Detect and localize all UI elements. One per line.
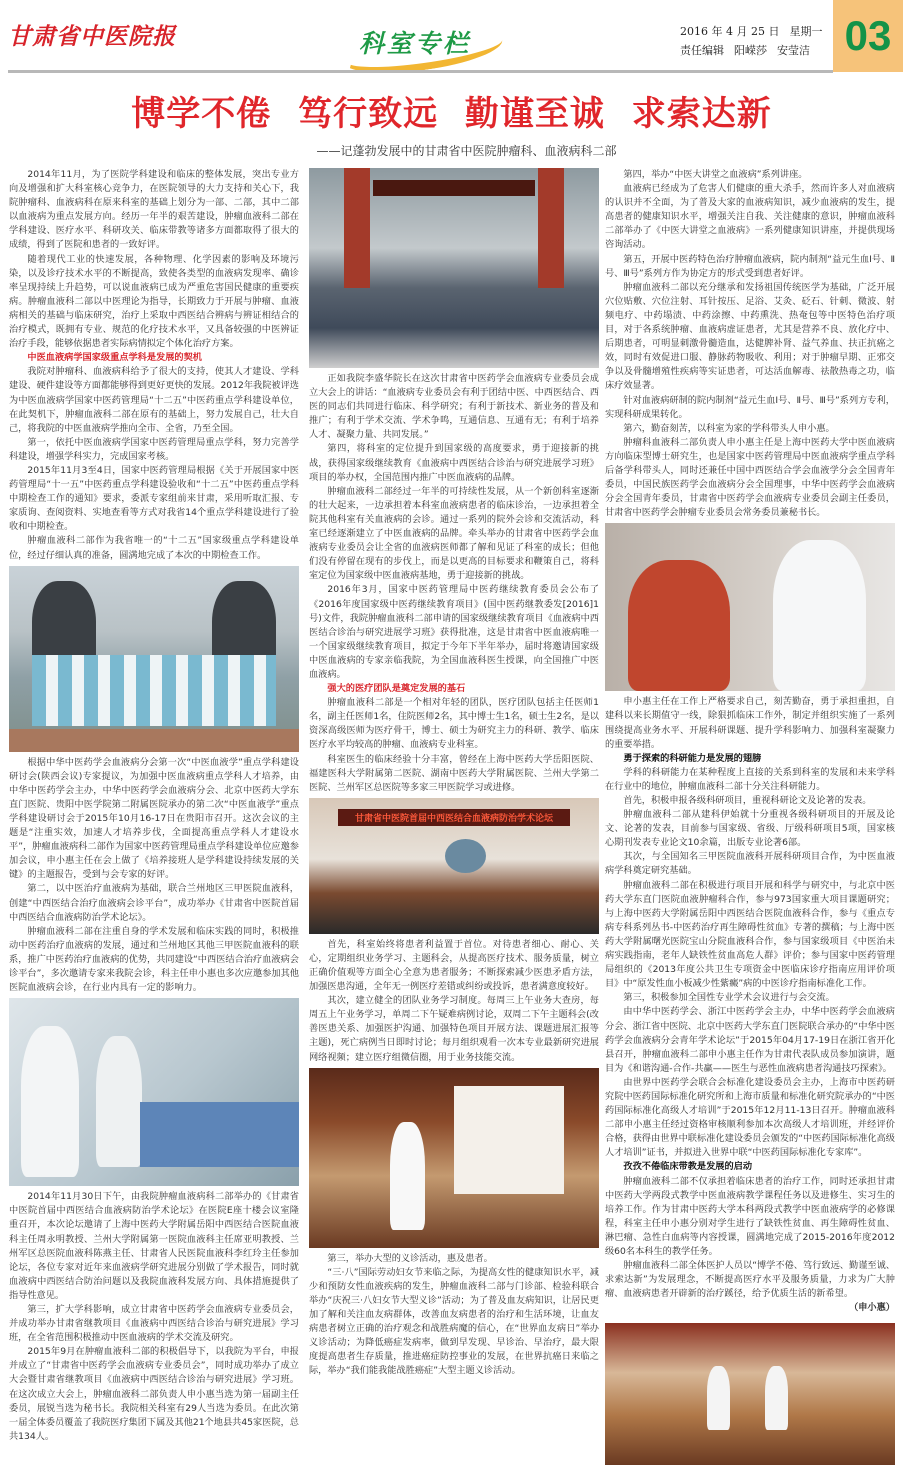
text-block [309, 372, 599, 795]
photo-meeting-room [605, 1323, 895, 1465]
paragraph: 肿瘤血液科二部在注重自身的学术发展和临床实践的同时，积极推动中医药治疗血液病的发展，通过和兰州地区其他三甲医院血液科的联系，推广中医药治疗血液病的优势，共同建设“中西医结合治疗血液病会诊平台”，多次邀请专家来我院会诊，科主任申小惠也多次应邀参加其他医院血液病会诊，在行业内具有一定的影响力。 [9, 925, 299, 994]
column-left [9, 168, 299, 1444]
paragraph: 由中华中医药学会、浙江中医药学会主办，中华中医药学会血液病分会、浙江省中医院、北京中医药大学东直门医院联合承办的“中华中医药学会血液病分会青年学术论坛”于2015年04月17-19日在浙江省开化县召开，肿瘤血液科二部申小惠主任作为甘肃代表队成员参加演讲，题目为《和谐沟通-合作-共赢——医生与恶性血液病患者沟通技巧探索》。 [605, 1006, 895, 1074]
paragraph: 第六，勤奋刻苦，以科室为家的学科带头人申小惠。 [623, 422, 835, 434]
photo-lecture [309, 1068, 599, 1248]
paragraph: 第一，依托中医血液病学国家中医药管理局重点学科，努力完善学科建设，增强学科实力，完成国家考核。 [9, 436, 299, 462]
text-block [9, 756, 299, 996]
dateline [680, 22, 832, 60]
forum-banner: 甘肃省中医院首届中西医结合血液病防治学术论坛 [338, 809, 570, 826]
paragraph: 肿瘤血液科二部在积极进行项目开展和科学与研究中，与北京中医药大学东直门医院血液肿瘤科合作，参与973国家重大项目课题研究；与上海中医药大学附属岳阳中西医结合医院血液科合作，参与《重点专病专科系列丛书-中医药治疗再生障碍性贫血》专著的撰稿；与上海中医药大学附属曙光医院宝山分院血液科合作，参与国家级项目《中医治未病实践指南，老年人缺铁性贫血高危人群》评价；参与国家中医药管理局组织的《2013年度公共卫生专项资金中医临床诊疗指南应用评价项目》中“原发性血小板减少性紫癜”病的中医诊疗指南标准化工作。 [605, 879, 895, 990]
photo-staff-group [9, 566, 299, 752]
section-heading: 孜孜不倦临床带教是发展的启动 [623, 1161, 753, 1173]
editor: 安莹洁 [777, 44, 810, 57]
paragraph: 肿瘤血液科二部从建科伊始就十分重视各级科研项目的开展及论文、论著的发表，目前参与国家级、省级、厅级科研项目5项，国家核心期刊发表专业论文10余篇，出版专业论著6部。 [605, 809, 895, 849]
paragraph: “三·八”国际劳动妇女节来临之际，为提高女性的健康知识水平，减少和预防女性血液疾病的发生，肿瘤血液科二部与门诊部、检验科联合举办“庆祝三·八妇女节大型义诊”活动；为了普及血友病知识，让居民更加了解和关注血友病群体，改善血友病患者的治疗和生活环境，让血友病患者树立正确的治疗观念和战胜病魔的信心，在“世界血友病日”举办义诊活动；为降低癌症发病率，做到早发现、早诊治、早治疗，最大限度提高患者生存质量，推进癌症防控事业的发展，在世界抗癌日来临之际，举办“我们能我能战胜癌症”大型主题义诊活动。 [309, 1266, 599, 1377]
paragraph: 肿瘤血液科二部作为我省唯一的“十二五”国家级重点学科建设单位，经过仔细认真的准备，圆满地完成了本次的中期检查工作。 [9, 535, 299, 561]
paragraph: 2014年11月30日下午，由我院肿瘤血液病科二部举办的《甘肃省中医院首届中西医结合血液病防治学术论坛》在医院E座十楼会议室隆重召开，本次论坛邀请了上海中医药大学附属岳阳中西医结合医院血液科主任周永明教授、兰州大学附属第一医院血液科主任席亚明教授、兰州军区总医院血液科陈燕主任、甘肃省人民医院血液科李红玲主任参加论坛，各位专家对近年来血液病学研究进展分别做了学术报告，同时就血液病中西医结合防治问题以及我院血液科发展方向、具体措施提供了指导性意见。 [9, 1191, 299, 1301]
paragraph: 第三，举办大型的义诊活动，惠及患者。 [327, 1252, 493, 1264]
column-right [605, 168, 895, 1469]
paragraph: 肿瘤血液科二部是一个相对年轻的团队，医疗团队包括主任医师1名，副主任医师1名，住院医师2名，其中博士生1名，硕士生2名，是以资深高级医师为医疗骨干，博士、硕士为研究主力的科研、教学、临床医疗水平均较高的肿瘤、血液病专业科室。 [309, 697, 599, 751]
paragraph: 首先，科室始终将患者利益置于首位。对待患者细心、耐心、关心，定期组织业务学习、主题科会，从提高医疗技术、服务质量，树立正确价值观等方面全心全意为患者服务；不断探索减少医患矛盾方法，加强医患沟通，全年无一例医疗差错或纠纷或投诉，患者满意度较好。 [309, 938, 599, 993]
photo-committee-group [309, 168, 599, 368]
section-heading: 中医血液病学国家级重点学科是发展的契机 [27, 352, 202, 364]
paragraph: 第二，以中医治疗血液病为基础，联合兰州地区三甲医院血液科，创建“中西医结合治疗血液病会诊平台”，成功举办《甘肃省中医院首届中西医结合血液病防治学术论坛》。 [9, 883, 299, 923]
paragraph: 首先，积极申报各级科研项目，重视科研论文及论著的发表。 [623, 795, 872, 806]
paragraph: 其次，与全国知名三甲医院血液科开展科研项目合作，为中医血液病学科奠定研究基础。 [605, 851, 895, 877]
column-logo [335, 18, 510, 68]
paragraph: 科室医生的临床经验十分丰富，曾经在上海中医药大学岳阳医院、福建医科大学附属第二医院、湖南中医药大学附属医院、兰州大学第二医院、兰州军区总医院等多家三甲医院学习或进修。 [309, 753, 599, 793]
column-title: 科室专栏 [359, 29, 472, 58]
paragraph: 肿瘤血液科二部经过一年半的可持续性发展，从一个新创科室逐渐的壮大起来，一边承担着本科室血液病患者的临床诊治，一边承担着全院其他科室有关血液病的会诊。通过一系列的院外会诊和交流活动，科室已经逐渐建立了中医血液病的品牌。牵头举办的甘肃省中医药学会血液病专业委员会让全省的血液病医师都了解和见证了科室的成长；但他们没有停留在现有的步伐上，而是以更高的目标要求和鞭策自己，将科室定位为国家级中医血液病基地，勇于迎接新的挑战。 [309, 485, 599, 582]
paragraph: 第四，举办“中医大讲堂之血液病”系列讲座。 [623, 169, 808, 180]
paragraph: 2015年11月3至4日，国家中医药管理局根据《关于开展国家中医药管理局“十一五”中医药重点学科建设验收和“十二五”中医药重点学科中期检查工作的通知》要求，委派专家组前来甘肃，采用听取汇报、专家质询、查阅资料、实地查看等方式对我省14个重点学科建设进行了验收和中期检查。 [9, 464, 299, 533]
paragraph: 2014年11月，为了医院学科建设和临床的整体发展，突出专业方向及增强和扩大科室核心竞争力，在医院领导的大力支持和关心下，我院肿瘤科、血液病科在原来科室的基础上划分为一部、二部，其中二部以血液病为重点发展方向。经历一年半的艰苦建设，肿瘤血液科二部在学科建设、医疗水平、科研攻关、临床带教等诸多方面都取得了很大的成绩，得到了医院和患者的一致好评。 [9, 169, 299, 251]
weekday: 星期一 [789, 25, 823, 38]
paragraph: 第三，积极参加全国性专业学术会议进行与会交流。 [623, 992, 835, 1004]
editor: 阳嵘莎 [734, 44, 767, 57]
paragraph: 学科的科研能力在某种程度上直接的关系到科室的发展和未来学科在行业中的地位，肿瘤血液科二部十分关注科研能力。 [605, 766, 895, 792]
paragraph: 第五，开展中医药特色治疗肿瘤血液病，院内制剂“益元生血Ⅰ号、Ⅱ号、Ⅲ号”系列方作为协定方的形式受到患者好评。 [605, 253, 895, 279]
paragraph: 第三，扩大学科影响，成立甘肃省中医药学会血液病专业委员会，并成功举办甘肃省继教项目《血液病中西医结合诊治与研究进展》学习班，在全省范围积极推动中医血液病的学术交流及研究。 [9, 1303, 299, 1344]
photo-forum [309, 798, 599, 934]
paragraph: 其次，建立健全的团队业务学习制度。每周三上午业务大查房，每周五上午业务学习，单周二下午疑难病例讨论，双周二下午主题科会(改善医患关系、加强医护沟通、加强特色项目开展方法、课题进展汇报等主题)，死亡病例当日即时讨论；每月组织观看一次本专业最新研究进展网络视频；建立医疗组微信圈，用于业务技能交流。 [309, 995, 599, 1063]
photo-ward-rounds [9, 998, 299, 1186]
paragraph: 2015年9月在肿瘤血液科二部的积极倡导下，以我院为平台，申报并成立了“甘肃省中医药学会血液病专业委员会”，同时成功举办了成立大会暨甘肃省继教项目《血液病中西医结合诊治与研究进展》学习班。在这次成立大会上，肿瘤血液科二部负责人申小惠当选为第一届副主任委员，展锐当选为秘书长。我院相关科室有29人当选为委员。在此次第一届全体委员覆盖了我院医疗集团下属及其他21个地县共45家医院，总共134人。 [9, 1346, 299, 1442]
paragraph: 我院对肿瘤科、血液病科给予了很大的支持，使其人才建设、学科建设、硬件建设等方面都能够得到更好更快的发展。2012年我院被评选为中医血液病学国家中医药管理局“十二五”中医药重点学科建设单位，在此契机下，肿瘤血液科二部在原有的基础上，努力发展自己，壮大自己，将我院的中医血液病学推向全市、全省，乃至全国。 [9, 366, 299, 434]
page-number: 03 [833, 0, 903, 72]
paragraph: 2016年3月，国家中医药管理局中医药继续教育委员会公布了《2016年度国家级中医药继续教育项目》(国中医药继教委发[2016]1号)文件，我院肿瘤血液科二部申请的国家级继续教育项目《血液病中西医结合诊治与研究进展学习班》获得批准，这是甘肃省中医血液病唯一一个国家级继续教育项目，拟定于今年下半年举办，届时将邀请国家级中医血液病的专家亲临我院，为全国血液科医生授课，向全国推广中医血液病。 [309, 584, 599, 680]
section-heading: 勇于探索的科研能力是发展的翅膀 [623, 752, 762, 764]
paragraph: 第四，将科室的定位提升到国家级的高度要求，勇于迎接新的挑战，获得国家级继续教育《血液病中西医结合诊治与研究进展学习班》项目的举办权，全国范围内推广中医血液病的品牌。 [309, 443, 599, 483]
text-block [9, 168, 299, 563]
header-divider [8, 70, 833, 73]
paragraph: 肿瘤血液科二部全体医护人员以“博学不倦、笃行致远、勤谨至诚、求索达新”为发展理念，不断提高医疗水平及服务质量，力求为广大肿瘤、血液病患者开辟新的治疗蹊径，给予优质生活的新希望。 [605, 1260, 895, 1300]
paragraph: 肿瘤血液科二部以充分继承和发扬祖国传统医学为基础，广泛开展穴位贴敷、穴位注射、耳针按压、足浴、艾灸、砭石、针刺、微波、射频电疗、中药塌渍、中药涂擦、中药熏洗、热奄包等中医特色治疗项目，对于各系统肿瘤、血液病虚证患者，尤其是营养不良、放化疗中、后期患者，可明显刺激骨髓造血，达健脾补肾、益气养血、扶正抗癌之效，同时有效促进口服、静脉药物吸收、利用；对于肿瘤早期、正邪交争以及骨髓增殖性疾病等实证患者，可达活血解毒、祛散热毒之功，临床疗效显著。 [605, 281, 895, 392]
issue-date: 2016 年 4 月 25 日 [680, 25, 780, 38]
headline: 博学不倦 笃行致远 勤谨至诚 求索达新 [131, 94, 772, 134]
paragraph: 由世界中医药学会联合会标准化建设委员会主办，上海市中医药研究院中医药国际标准化研究所和上海市质量和标准化研究院承办的“中医药国际标准化高级人才培训”于2015年12月11-13日召开。肿瘤血液科二部申小惠主任经过资格审核顺利参加本次高级人才培训班，并经评价合格，获得由世界中联标准化建设委员会颁发的“中医药国际标准化高级人才培训”证书，并拟进入世界中联“中医药国际标准化专家库”。 [605, 1076, 895, 1159]
paragraph: 肿瘤血液科二部不仅承担着临床患者的治疗工作，同时还承担甘肃中医药大学两段式教学中医血液病教学课程任务以及进修生、实习生的培养工作。作为甘肃中医药大学本科两段式教学中医血液病学的必修课程，科室主任申小惠分别对学生进行了缺铁性贫血、再生障碍性贫血、淋巴瘤、急性白血病等内容授课，圆满地完成了2015-2016年度2012级60名本科生的教学任务。 [605, 1175, 895, 1257]
text-block [309, 1252, 599, 1379]
paragraph: 针对血液病研制的院内制剂“益元生血Ⅰ号、Ⅱ号、Ⅲ号”系列方专利，实现科研成果转化。 [605, 394, 895, 420]
text-block [309, 938, 599, 1065]
section-heading: 强大的医疗团队是奠定发展的基石 [327, 683, 466, 695]
text-block [605, 168, 895, 520]
photo-doctor-patient [605, 523, 895, 691]
subtitle: ——记蓬勃发展中的甘肃省中医院肿瘤科、血液病科二部 [316, 144, 617, 158]
editors-label: 责任编辑 [680, 44, 724, 57]
author-byline: （申小惠） [849, 1302, 895, 1314]
paragraph: 根据中华中医药学会血液病分会第一次“中医血液学”重点学科建设研讨会(陕西会议)专家提议，为加强中医血液病重点学科人才培养，由中华中医药学会主办，中华中医药学会血液病分会、北京中医药大学东直门医院、贵阳中医学院第二附属医院承办的第二次“中医血液学”重点学科建设研讨会于2015年10月16-17日在贵阳市召开。这次会议的主题是“注重实效，加速人才培养步伐，全面提高重点学科人才建设水平”，肿瘤血液病科二部作为国家中医药管理局重点学科建设单位应邀参加会议，申小惠主任在会上做了《培养接班人是学科建设持续发展的关键》的主题报告，受到与会专家的好评。 [9, 756, 299, 881]
paragraph: 随着现代工业的快速发展，各种物理、化学因素的影响及环境污染，以及诊疗技术水平的不断提高，致使各类型的血液病发现率、确诊率呈现持续上升趋势，可以说血液病已成为严重危害国民健康的重要疾病。肿瘤血液科二部以中医理论为指导，长期致力于开展与肿瘤、血液病相关的基础与临床研究，治疗上采取中西医结合辨病与辨证相结合的治疗模式，既拥有专业、规范的化疗技术水平，又具备较强的中医辨证治疗手段，能够依据患者实际病情拟定个体化治疗方案。 [9, 253, 299, 350]
text-block [605, 695, 895, 1315]
text-block [9, 1190, 299, 1444]
newspaper-logo: 甘肃省中医院报 [8, 23, 176, 50]
paragraph: 申小惠主任在工作上严格要求自己，刻苦勤奋，勇于承担重担，自建科以来长期值守一线，除狠抓临床工作外，制定并组织实施了一系列围绕提高业务水平、开展科研课题、提升学科影响力、加强科室凝聚力的重要举措。 [605, 696, 895, 750]
paragraph: 血液病已经成为了危害人们健康的重大杀手，然而许多人对血液病的认识并不全面，为了普及大家的血液病知识，减少血液病的发生，提高患者的健康知识水平，增强关注自我、关注健康的意识，肿瘤血液科二部举办了《中医大讲堂之血液病》一系列健康知识讲座，并提供现场咨询活动。 [605, 183, 895, 251]
paragraph: 肿瘤科血液科二部负责人申小惠主任是上海中医药大学中医血液病方向临床型博士研究生，也是国家中医药管理局中医血液病学重点学科后备学科带头人，同时还兼任中国中西医结合学会血液学分会全国青年委员，中国民族医药学会血液病分会全国理事，中华中医药学会血液病分会全国青年委员，甘肃省中医药学会血液病专业委员会副主任委员，甘肃省中医药学会肿瘤专业委员会常务委员兼秘书长。 [605, 436, 895, 519]
paragraph: 正如我院李盛华院长在这次甘肃省中医药学会血液病专业委员会成立大会上的讲话：“血液病专业委员会有利于团结中医、中西医结合、西医的同志们共同进行临床、科学研究；有利于新技术、新业务的普及和推广；有利于学术交流、学术争鸣，互通信息、互通有无；有利于培养人才、凝聚力量、共同发展。” [309, 373, 599, 441]
column-middle [309, 168, 599, 1379]
